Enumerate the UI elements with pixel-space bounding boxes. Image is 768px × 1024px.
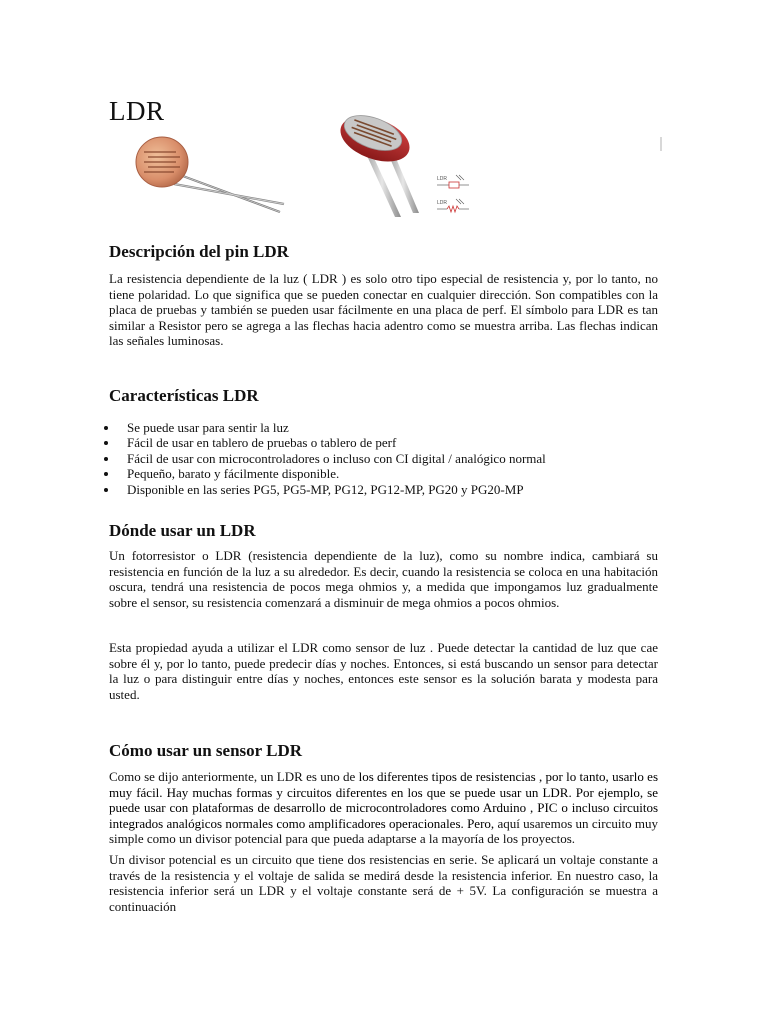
ldr-render-with-symbols [323, 107, 483, 224]
section-heading-how: Cómo usar un sensor LDR [109, 741, 303, 760]
list-item: Disponible en las series PG5, PG5-MP, PG12, PG12-MP, PG20 y PG20-MP [109, 482, 546, 497]
text-run: aquí usaremos un circuito muy simple como un divisor potencial para que pueda adaptarse a la mayoría de los proyectos. [109, 815, 658, 847]
svg-text:LDR: LDR [437, 200, 448, 206]
section-paragraph-pin: La resistencia dependiente de la luz ( LDR ) es solo otro tipo especial de resistencia y, por lo tanto, no tiene polaridad. Lo que significa que se pueden conectar en cualquier dirección. Son compatibles con la placa de pruebas y también se pueden usar fácilmente en una placa de perf. El símbolo para LDR es tan similar a Resistor pero se agrega a las flechas hacia adentro como se muestra arriba. Las flechas indican las señales luminosas. [109, 271, 658, 349]
section-paragraph-how-2: Un divisor potencial es un circuito que tiene dos resistencias en serie. Se aplicará un voltaje constante a través de la resistencia y el voltaje de salida se medirá desde la resistencia inferior. En nuestro caso, la resistencia inferior será un LDR y el voltaje constante será de + 5V. La configuración se muestra a continuación [109, 852, 658, 914]
section-paragraph-where-2: Esta propiedad ayuda a utilizar el LDR como sensor de luz . Puede detectar la cantidad de luz que cae sobre él y, por lo tanto, puede predecir días y noches. Entonces, si está buscando un sensor para detectar la luz o para distinguir entre días y noches, entonces este sensor es la solución barata y modesta para usted. [109, 640, 658, 702]
ldr-symbol-bottom [437, 199, 469, 212]
list-item: Se puede usar para sentir la luz [109, 420, 546, 435]
section-paragraph-where-1: Un fotorresistor o LDR (resistencia dependiente de la luz), como su nombre indica, cambiará su resistencia en función de la luz a su alrededor. Es decir, cuando la resistencia se coloca en una habitación oscura, tendrá una resistencia de pocos mega ohmios y, a medida que impongamos luz gradualmente sobre el sensor, su resistencia comenzará a disminuir de mega ohmios a pocos ohmios. [109, 548, 658, 610]
ldr-photo-drawing [132, 132, 287, 217]
svg-text:LDR: LDR [437, 176, 448, 182]
ldr-photo [132, 132, 287, 217]
section-heading-where: Dónde usar un LDR [109, 521, 256, 540]
divider-mark [660, 137, 662, 151]
section-heading-pin: Descripción del pin LDR [109, 242, 289, 261]
ldr-symbol-top [437, 175, 469, 188]
ldr-render-drawing [323, 107, 483, 224]
list-item: Pequeño, barato y fácilmente disponible. [109, 466, 546, 481]
features-list [109, 420, 546, 497]
section-heading-features: Características LDR [109, 386, 259, 405]
text-run-dark: los diferentes tipos de resistencias , por lo tanto, usarlo es muy fácil. Hay muchas formas y circuitos diferentes en los que se puede usar un LDR. Por ejemplo, se puede usar con plataformas de desarrollo de microcontroladores como Arduino , PIC o incluso circuitos integrados analógicos normales como amplificadores operacionales. Pero, [109, 769, 659, 831]
section-paragraph-how-1 [109, 769, 658, 847]
text-run: Como se dijo anteriormente, un LDR es uno de [109, 769, 359, 784]
list-item: Fácil de usar con microcontroladores o incluso con CI digital / analógico normal [109, 451, 546, 466]
list-item: Fácil de usar en tablero de pruebas o tablero de perf [109, 435, 546, 450]
page-title: LDR [109, 96, 165, 126]
